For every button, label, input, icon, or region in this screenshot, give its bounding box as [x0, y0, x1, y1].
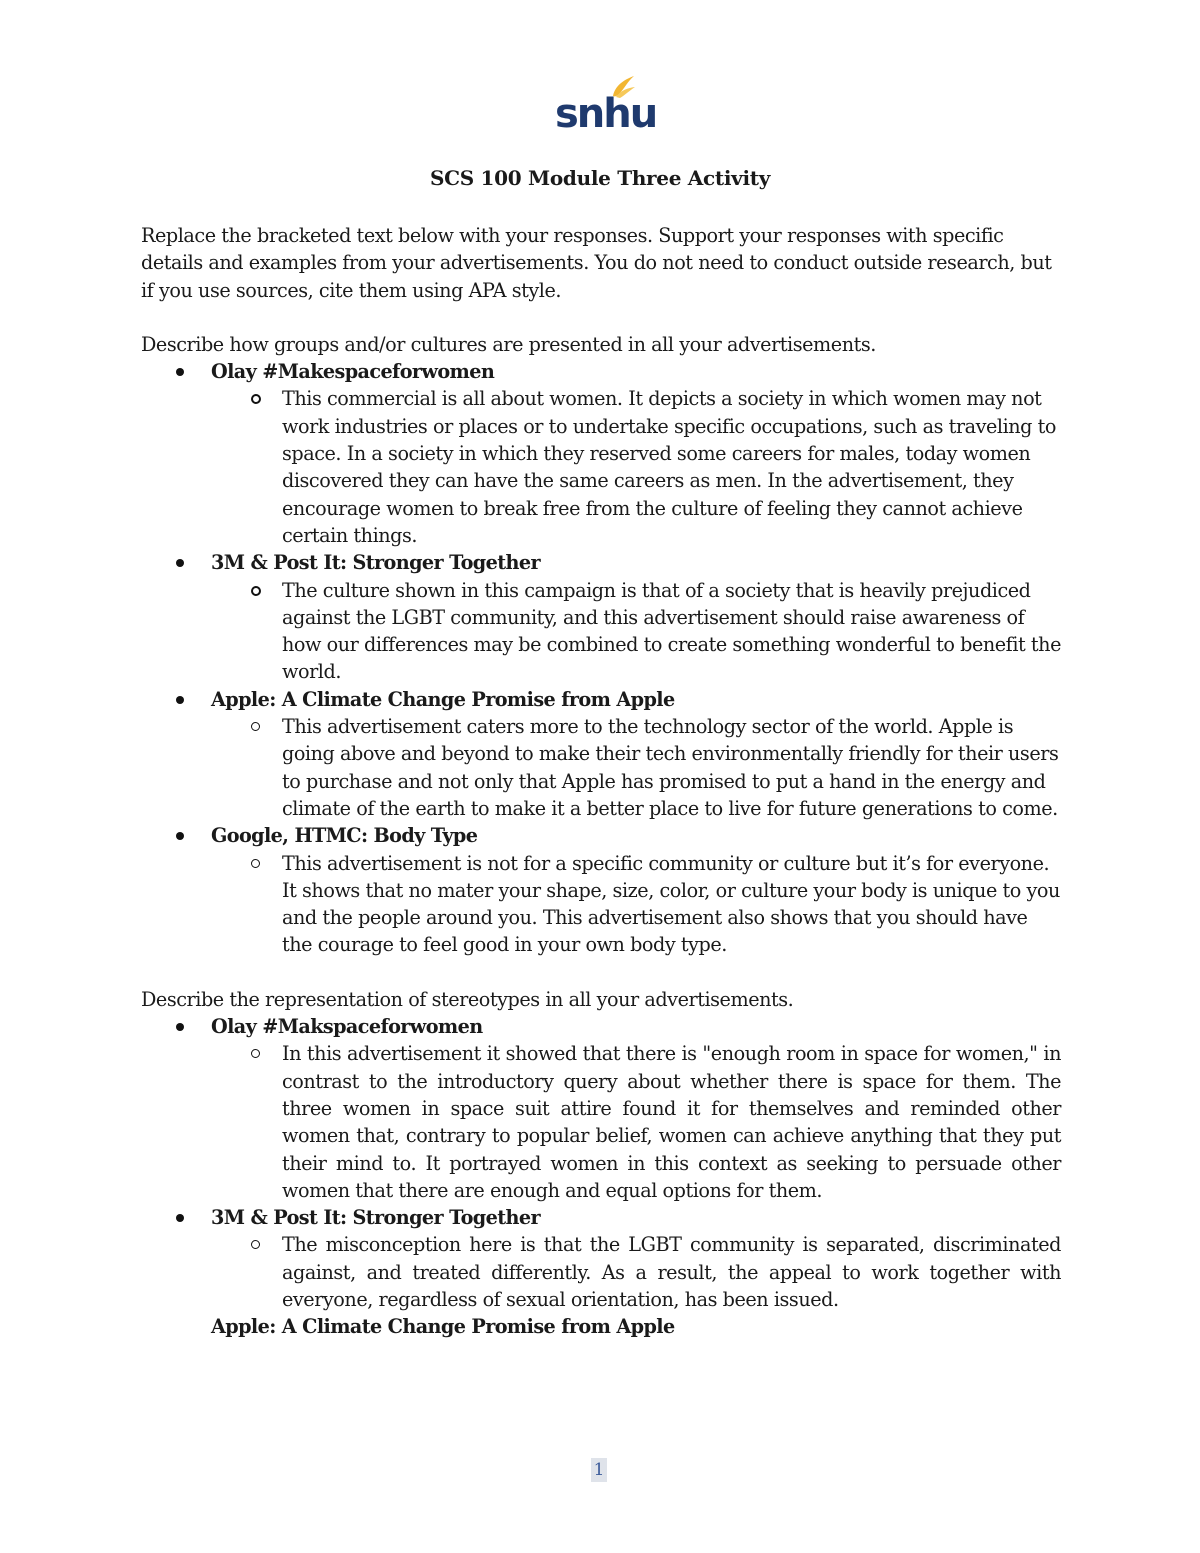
section1-heading: Describe how groups and/or cultures are presented in all your advertisements. — [141, 332, 876, 356]
list-item — [141, 822, 1061, 958]
section2-list — [141, 1013, 1061, 1313]
bullet-icon — [176, 1214, 184, 1222]
sub-list-item — [211, 713, 1061, 822]
bullet-icon — [176, 559, 184, 567]
item-title: Google, HTMC: Body Type — [211, 824, 478, 848]
bullet-icon — [176, 368, 184, 376]
item-title: Olay #Makespaceforwomen — [211, 360, 495, 384]
circle-bullet-icon — [251, 586, 261, 596]
item-text: In this advertisement it showed that there is "enough room in space for women," in contrast to the introductory query about whether there is space for them. The three women in space suit attire found it for themselves and reminded other women that, contrary to popular belief, women can achieve anything that they put their mind to. It portrayed women in this context as seeking to persuade other women that there are enough and equal options for them. — [282, 1042, 1061, 1202]
bullet-icon — [176, 1023, 184, 1031]
item-text: The culture shown in this campaign is that of a society that is heavily prejudiced against the LGBT community, and this advertisement should raise awareness of how our differences may be combined to create something wonderful to benefit the world. — [282, 578, 1061, 684]
list-item — [141, 1204, 1061, 1313]
bullet-icon — [176, 832, 184, 840]
page-number: 1 — [591, 1458, 607, 1482]
sub-list-item — [211, 1040, 1061, 1204]
list-item — [141, 686, 1061, 822]
section1-list — [141, 358, 1061, 959]
sub-list-item — [211, 385, 1061, 549]
list-item — [141, 1013, 1061, 1204]
sub-list-item — [211, 1231, 1061, 1313]
item-title: Apple: A Climate Change Promise from Apple — [211, 687, 675, 711]
snhu-logo — [555, 72, 657, 137]
item-text: This advertisement is not for a specific community or culture but it’s for everyone. It shows that no mater your shape, size, color, or culture your body is unique to you and the people around you. This advertisement also shows that you should have the courage to feel good in your own body type. — [282, 851, 1060, 957]
circle-bullet-icon — [251, 722, 260, 731]
circle-bullet-icon — [251, 394, 261, 404]
item-title: Olay #Makspaceforwomen — [211, 1015, 483, 1039]
item-text: This advertisement caters more to the technology sector of the world. Apple is going above and beyond to make their tech environmentally friendly for their users to purchase and not only that Apple has promised to put a hand in the energy and climate of the earth to make it a better place to live for future generations to come. — [282, 715, 1059, 820]
item-title: 3M & Post It: Stronger Together — [211, 551, 540, 575]
item-title: 3M & Post It: Stronger Together — [211, 1206, 540, 1230]
circle-bullet-icon — [251, 859, 260, 868]
circle-bullet-icon — [251, 1049, 260, 1058]
sub-list-item — [211, 850, 1061, 959]
item-text: This commercial is all about women. It depicts a society in which women may not work industries or places or to undertake specific occupations, such as traveling to space. In a society in which they reserved some careers for males, today women discovered they can have the same careers as men. In the advertisement, they encourage women to break free from the culture of feeling they cannot achieve certain things. — [282, 387, 1057, 547]
document-title: SCS 100 Module Three Activity — [429, 166, 771, 190]
intro-paragraph: Replace the bracketed text below with your responses. Support your responses with specific details and examples from your advertisements. You do not need to conduct outside research, but if you use sources, cite them using APA style. — [141, 224, 1052, 302]
document-body — [141, 222, 1061, 1341]
section2-heading: Describe the representation of stereotypes in all your advertisements. — [141, 987, 794, 1011]
bullet-icon — [176, 696, 184, 704]
list-item — [141, 358, 1061, 549]
circle-bullet-icon — [251, 1240, 260, 1249]
sub-list-item — [211, 577, 1061, 686]
trailing-item-title: Apple: A Climate Change Promise from Apple — [211, 1315, 675, 1339]
logo-text: snhu — [555, 91, 657, 137]
list-item — [141, 549, 1061, 685]
item-text: The misconception here is that the LGBT community is separated, discriminated against, and treated differently. As a result, the appeal to work together with everyone, regardless of sexual orientation, has been issued. — [282, 1233, 1061, 1311]
